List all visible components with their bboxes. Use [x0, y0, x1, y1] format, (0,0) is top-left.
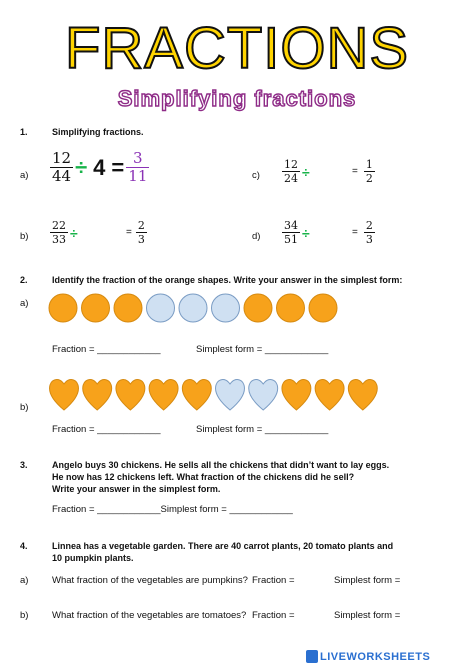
- q1a-fraction: $\frac{12}{44}$: [52, 149, 72, 185]
- q1d-answer: $\frac{2}{3}$: [365, 219, 373, 246]
- heart-shape-orange: [50, 380, 79, 410]
- divide-icon: ÷: [302, 163, 310, 180]
- circle-shape-orange: [309, 294, 337, 322]
- heart-shape-blue: [216, 380, 245, 410]
- liveworksheets-logo: LIVEWORKSHEETS: [320, 651, 431, 663]
- q3-answer-fields[interactable]: Fraction = ____________Simplest form = ____________: [52, 504, 293, 515]
- heart-shape-orange: [182, 380, 211, 410]
- q1d-expression: [282, 219, 310, 246]
- q2b-label: b): [20, 402, 29, 413]
- q1d-answer-expr: = $\frac{2}{3}$: [352, 219, 373, 246]
- heart-shape-orange: [348, 380, 377, 410]
- q4b-fraction-field[interactable]: Fraction =: [252, 610, 295, 621]
- q2a-label: a): [20, 298, 29, 309]
- heart-shape-orange: [315, 380, 344, 410]
- q3-line-1: Angelo buys 30 chickens. He sells all the chickens that didn’t want to lay eggs.: [52, 460, 390, 470]
- q2b-hearts: [44, 374, 384, 414]
- circle-shape-orange: [277, 294, 305, 322]
- q1a-answer: $\frac{3}{11}$: [128, 149, 148, 185]
- q1b-answer-expr: = $\frac{2}{3}$: [126, 219, 145, 246]
- q1a-divisor: 4: [93, 154, 106, 180]
- q1c-label: c): [252, 170, 260, 181]
- q1a-expression: [50, 150, 149, 185]
- q2a-fraction-field[interactable]: Fraction = ____________: [52, 344, 161, 355]
- heart-shape-orange: [116, 380, 145, 410]
- page-subtitle: Simplifying fractions: [117, 86, 357, 111]
- q1b-label: b): [20, 231, 29, 242]
- circle-shape-orange: [82, 294, 110, 322]
- q4a-fraction-field[interactable]: Fraction =: [252, 575, 295, 586]
- q3-line-3: Write your answer in the simplest form.: [52, 484, 221, 494]
- q2a-simplest-field[interactable]: Simplest form = ____________: [196, 344, 329, 355]
- circle-shape-orange: [49, 294, 77, 322]
- q3-line-2: He now has 12 chickens left. What fraction of the chickens did he sell?: [52, 472, 355, 482]
- q2b-simplest-field[interactable]: Simplest form = ____________: [196, 424, 329, 435]
- q2a-circles: [48, 292, 348, 324]
- q2-heading: Identify the fraction of the orange shapes. Write your answer in the simplest form:: [52, 275, 403, 285]
- equals-sign: =: [111, 154, 125, 180]
- divide-icon: ÷: [75, 154, 88, 180]
- q2b-fraction-field[interactable]: Fraction = ____________: [52, 424, 161, 435]
- q4a-label: a): [20, 575, 29, 586]
- q4b-simplest-field[interactable]: Simplest form =: [334, 610, 401, 621]
- q1c-answer-expr: = $\frac{1}{2}$: [352, 158, 373, 185]
- q1c-expression: [282, 158, 310, 185]
- q1-heading: Simplifying fractions.: [52, 127, 144, 137]
- q4b-label: b): [20, 610, 29, 621]
- q1d-label: d): [252, 231, 261, 242]
- heart-shape-orange: [282, 380, 311, 410]
- divide-icon: ÷: [302, 224, 310, 241]
- q3-number: 3.: [20, 460, 28, 470]
- circle-shape-blue: [147, 294, 175, 322]
- q1c-fraction: $\frac{12}{24}$: [284, 158, 298, 185]
- q1-number: 1.: [20, 127, 28, 137]
- q2-number: 2.: [20, 275, 28, 285]
- circle-shape-orange: [244, 294, 272, 322]
- q1b-expression: [50, 219, 78, 246]
- q4b-question: What fraction of the vegetables are tomatoes?: [52, 610, 247, 621]
- heart-shape-orange: [149, 380, 178, 410]
- heart-shape-orange: [83, 380, 112, 410]
- divide-icon: ÷: [70, 224, 78, 241]
- q1b-fraction: $\frac{22}{33}$: [52, 219, 66, 246]
- q4a-simplest-field[interactable]: Simplest form =: [334, 575, 401, 586]
- circle-shape-blue: [179, 294, 207, 322]
- q4-number: 4.: [20, 541, 28, 551]
- q4a-question: What fraction of the vegetables are pumpkins?: [52, 575, 248, 586]
- page-title: FRACTIONS: [64, 16, 410, 81]
- heart-shape-blue: [249, 380, 278, 410]
- q4-line-2: 10 pumpkin plants.: [52, 553, 134, 563]
- q1a-label: a): [20, 170, 29, 181]
- liveworksheets-logo-icon: [306, 650, 318, 663]
- q1c-answer: $\frac{1}{2}$: [365, 158, 373, 185]
- q4-line-1: Linnea has a vegetable garden. There are 40 carrot plants, 20 tomato plants and: [52, 541, 394, 551]
- q1b-answer: $\frac{2}{3}$: [137, 219, 145, 246]
- circle-shape-blue: [212, 294, 240, 322]
- circle-shape-orange: [114, 294, 142, 322]
- q1d-fraction: $\frac{34}{51}$: [284, 219, 298, 246]
